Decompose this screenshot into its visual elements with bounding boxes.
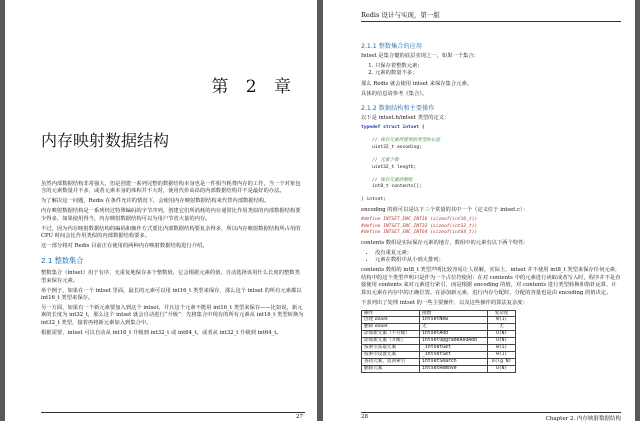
code-comment: // 元素个数 — [361, 157, 399, 163]
code-line: } intset; — [361, 197, 386, 203]
code-define: #define INTSET_ENC_INT64 (sizeof(int64_t)) — [361, 230, 478, 236]
table-cell: intsetUpgradeAndAdd — [420, 338, 488, 345]
chapter-title: 内存映射数据结构 — [41, 131, 170, 150]
table-cell: intsetAdd — [420, 331, 488, 338]
intro-paragraph: 不过，因为内存映射数据结构的编码和操作方式要比内部数据结构要复杂得多，所以内存映射数据结构所占用的 CPU 时间会比作用类似的内部数据结构要多。 — [41, 225, 301, 239]
section-paragraph: 根据需要，intset 可以自动从 int16_t 升级到 int32_t 或 int64_t，或者从 int32_t 升级到 int64_t。 — [41, 329, 282, 336]
list-item: 1. 只保存着整数元素； — [375, 63, 621, 70]
code-line: uint32_t encoding; — [361, 144, 422, 150]
paragraph: 那么 Redis 就会使用 intset 来保存集合元素。 — [361, 80, 473, 87]
table-row — [362, 358, 516, 365]
table-row — [362, 345, 516, 352]
section-paragraph: 举个例子，如果在一个 intset 里面，最长的元素可以用 int16_t 类型来保存，那么这个 intset 的所有元素都以 int16_t 类型来保存。 — [41, 287, 302, 301]
code-comment: // 保存元素的数组 — [361, 177, 413, 183]
table-cell: _intsetSet — [420, 351, 488, 358]
page-number: 28 — [361, 414, 368, 420]
list-item: • 没有重复元素； — [375, 250, 621, 257]
code-block-defines — [361, 217, 621, 237]
code-define: #define INTSET_ENC_INT16 (sizeof(int16_t)) — [361, 216, 478, 222]
running-footer: Chapter 2. 内存映射数据结构 — [545, 416, 621, 421]
table-row — [362, 331, 516, 338]
table-cell: 无 — [420, 324, 488, 331]
numbered-list — [375, 63, 621, 78]
subsection-title: 2.1.1 整数集合的应用 — [361, 43, 423, 50]
intro-paragraph: 这一部分将对 Redis 目前正在使用的两种内存映射数据结构进行介绍。 — [41, 242, 208, 249]
left-body — [41, 181, 305, 340]
bullet-list — [375, 250, 621, 265]
table-cell: 创建 intset — [362, 317, 420, 324]
right-body — [361, 36, 621, 373]
code-block-struct — [361, 125, 621, 204]
code-line: uint32_t length; — [361, 164, 417, 170]
table-row — [362, 351, 516, 358]
table-cell: θ(1) — [488, 345, 516, 352]
list-item: • 元素在数组中从小到大排列； — [375, 257, 621, 264]
list-item: 2. 元素的数量不多； — [375, 70, 621, 77]
table-cell: intsetNew — [420, 317, 488, 324]
footer-rule — [41, 412, 305, 413]
table-cell: 按索引设置元素 — [362, 351, 420, 358]
table-cell: O(N) — [488, 338, 516, 345]
table-cell: 删除 intset — [362, 324, 420, 331]
table-header: 函数 — [420, 310, 488, 317]
table-cell: 添加新元素（升级） — [362, 338, 420, 345]
table-cell: _intsetGet — [420, 345, 488, 352]
subsection-title: 2.1.2 数据结构和主要操作 — [361, 105, 435, 113]
section-paragraph: 整数集合（intset）用于有序、无重复地保存多个整数值，它会根据元素的值，自动选择该用什么长度的整数类型来保存元素。 — [41, 270, 300, 284]
intro-paragraph: 虽然内部数据结构非常强大，但是创建一系列完整的数据结构本身也是一件相当耗费内存的工作，当一个对象包含的元素数量并不多，或者元素本身的体积并不大时，使用代价高昂的内部数据结构并不是最好的办法。 — [41, 181, 301, 195]
paragraph: 以下是 intset.h/intset 类型的定义： — [361, 115, 450, 122]
table-cell: 查找元素，返回索引 — [362, 358, 420, 365]
intro-paragraph: 内存映射数据结构是一系列经过特殊编码的字节序列，创建它们所消耗的内存通常比作用类似的内部数据结构要少得多，如果使用得当，内存映射数据结构可以为用户节省大量的内存。 — [41, 208, 301, 222]
table-row — [362, 365, 516, 372]
right-page — [323, 0, 635, 421]
table-cell: 无 — [488, 324, 516, 331]
table-header: 操作 — [362, 310, 420, 317]
code-line: int8_t contents[]; — [361, 184, 422, 190]
paragraph: encoding 的值可以是以下三个常量的其中一个（定义位于 intset.c）： — [361, 207, 529, 214]
page-number: 27 — [296, 414, 303, 420]
left-page — [5, 0, 317, 421]
table-cell: 删除元素 — [362, 365, 420, 372]
table-cell: O(N) — [488, 331, 516, 338]
chapter-heading: 第 2 章 — [211, 77, 297, 97]
header-rule — [361, 21, 621, 22]
code-define: #define INTSET_ENC_INT32 (sizeof(int32_t)) — [361, 223, 478, 229]
table-row — [362, 317, 516, 324]
table-cell: intsetSearch — [420, 358, 488, 365]
table-cell: intsetRemove — [420, 365, 488, 372]
table-cell: 添加新元素（不升级） — [362, 331, 420, 338]
table-row — [362, 338, 516, 345]
table-header-row — [362, 310, 516, 317]
paragraph: contents 数组是实际保存元素的地方，数组中的元素有以下两个特性： — [361, 239, 529, 246]
code-comment: // 保存元素所使用的类型的长度 — [361, 138, 441, 144]
table-cell: O(N) — [488, 365, 516, 372]
running-header: Redis 设计与实现，第一版 — [361, 11, 440, 19]
table-cell: θ(1) — [488, 317, 516, 324]
table-cell: 按索引获取元素 — [362, 345, 420, 352]
paragraph: contents 数组的 int8_t 类型声明比较容易让人误解，实际上，intset 并不使用 int8_t 类型来保存任何元素，结构中的这个类型声明只是作为一个占位符使用：在对 contents 中的元素进行读取或者写入时，程序并不是直接使用 contents 来对元素进行索引，而是根据 encoding 的值，对 contents 进行类型转换和指针运算，计算出元素在内存中的正确位置。在添加新元素，进行内存分配时，分配的容量也是由 encoding 的值决定。 — [361, 267, 621, 296]
footer-rule — [361, 412, 621, 413]
paragraph: 下表列出了处理 intset 的一些主要操作，以及这些操作的算法复杂度： — [361, 299, 528, 306]
paragraph: 具体的信息请参考《集合》。 — [361, 90, 428, 97]
section-title: 2.1 整数集合 — [41, 256, 84, 266]
table-cell: θ(1) — [488, 351, 516, 358]
table-row — [362, 324, 516, 331]
table-header: 复杂度 — [488, 310, 516, 317]
intro-paragraph: 为了解决这一问题，Redis 在条件允许的情况下，会使用内存映射数据结构来代替内部数据结构。 — [41, 198, 270, 205]
paragraph: Intset 是集合键的底层实现之一，如果一个集合： — [361, 53, 479, 59]
section-paragraph: 另一方面，如果有一个新元素要加入到这个 intset，并且这个元素不能用 int16_t 类型来保存——比如说，新元素的长度为 int32_t，那么这个 intset 就会自动进行“升级”：先将集合中现有的所有元素从 int16_t 类型转换为 int32_t 类型，接着再将新元素加入到集合中。 — [41, 304, 304, 326]
operations-table — [361, 310, 516, 373]
code-line: typedef struct intset { — [361, 124, 425, 130]
table-cell: O(lg N) — [488, 358, 516, 365]
